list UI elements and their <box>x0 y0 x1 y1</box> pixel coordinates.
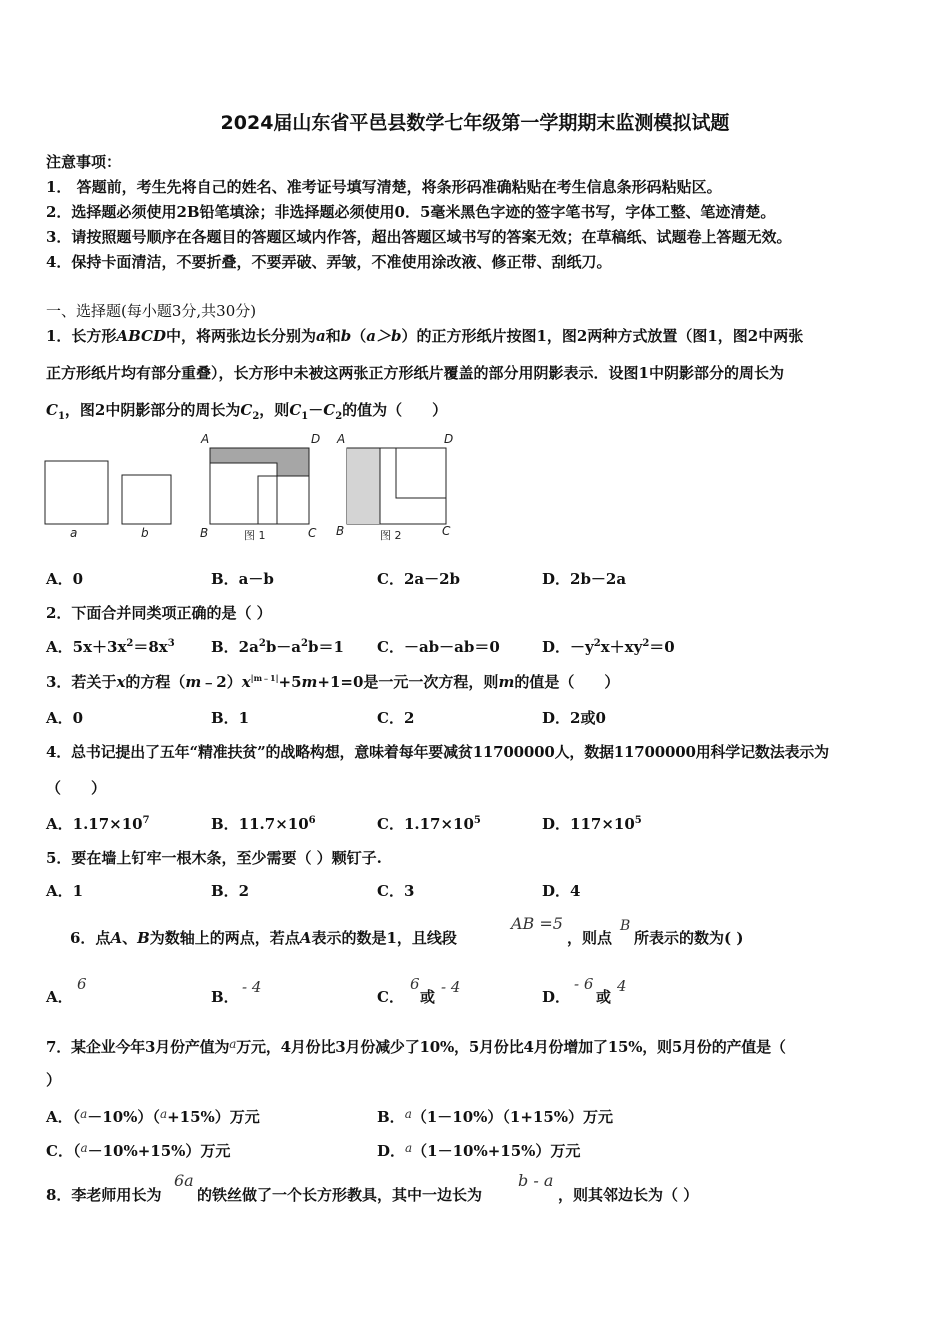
question-8-part-1: 8．李老师用长为 <box>46 1186 162 1204</box>
q1-option-c: C．2a－2b <box>377 570 461 588</box>
question-1-line-3: $C_1$，图2中阴影部分的周长为$C_2$，则$C_1-C_2$的值为（ ） <box>46 401 448 422</box>
question-8-part-3: ，则其邻边长为（ ） <box>558 1186 699 1204</box>
q6-option-d-or: 或 <box>596 988 612 1006</box>
q6-option-b-value: - 4 <box>242 978 262 996</box>
fig1-square-b <box>258 476 309 524</box>
fig1-caption: 图 1 <box>244 529 266 542</box>
question-2-stem: 2．下面合并同类项正确的是（ ） <box>46 604 272 622</box>
q4-option-c: C．$1.17\times 10^5$ <box>377 815 481 833</box>
q6-option-d-value-2: 4 <box>617 977 627 995</box>
q8-expression-b-minus-a: b - a <box>518 1171 554 1190</box>
fig2-shaded-region <box>347 448 380 524</box>
notice-item: 1． 答题前，考生先将自己的姓名、准考证号填写清楚，将条形码准确粘贴在考生信息条形码粘贴区。 <box>46 178 722 196</box>
q6-option-d-value-1: - 6 <box>574 975 594 993</box>
fig1-shaded-region <box>210 448 309 476</box>
q4-option-d: D．$117\times 10^5$ <box>542 815 642 833</box>
q6-option-c-value-1: 6 <box>410 975 420 993</box>
q3-option-c: C．2 <box>377 709 415 727</box>
q1-option-d: D．2b－2a <box>542 570 627 588</box>
fig1-label-B: B <box>200 526 209 540</box>
question-1-line-2: 正方形纸片均有部分重叠），长方形中未被这两张正方形纸片覆盖的部分用阴影表示．设图1中阴影部分的周长为 <box>46 364 784 382</box>
question-4-line-2: （ ） <box>46 779 107 797</box>
q6-option-c-or: 或 <box>420 988 436 1006</box>
fig2-caption: 图 2 <box>380 529 402 542</box>
q2-option-b: B．$2a^2b-a^2b=1$ <box>211 638 344 656</box>
q6-option-b-label: B． <box>211 988 239 1006</box>
fig1-label-D: D <box>311 432 321 446</box>
question-4-line-1: 4．总书记提出了五年“精准扶贫”的战略构想，意味着每年要减贫11700000人，数据11700000用科学记数法表示为 <box>46 743 829 761</box>
q5-option-c: C．3 <box>377 882 415 900</box>
fig2-label-A: A <box>337 432 346 446</box>
q6-point-b: B <box>620 918 631 934</box>
q2-option-d: D．$-y^2x+xy^2=0$ <box>542 638 675 656</box>
q6-option-a-label: A． <box>46 988 73 1006</box>
notice-item: 3．请按照题号顺序在各题目的答题区域内作答，超出答题区域书写的答案无效；在草稿纸、试题卷上答题无效。 <box>46 228 792 246</box>
square-a <box>45 461 108 524</box>
q6-option-c-label: C． <box>377 988 404 1006</box>
fig1-label-C: C <box>308 526 317 540</box>
question-8-part-2: 的铁丝做了一个长方形教具，其中一边长为 <box>197 1186 483 1204</box>
q2-option-c: C．－ab－ab＝0 <box>377 638 500 656</box>
fig1-label-A: A <box>201 432 210 446</box>
q3-option-d: D．2或0 <box>542 709 606 727</box>
q7-option-d: D．$^a$（1－10%+15%）万元 <box>377 1141 581 1160</box>
q2-option-a: A．$5x+3x^2=8x^3$ <box>46 638 175 656</box>
q4-option-a: A．$1.17\times 10^7$ <box>46 815 150 833</box>
fig2-square-b <box>396 448 446 498</box>
fig2-label-D: D <box>444 432 454 446</box>
notice-heading: 注意事项： <box>46 153 122 171</box>
q6-option-a-value: 6 <box>77 975 87 993</box>
notice-item: 4．保持卡面清洁，不要折叠，不要弄破、弄皱，不准使用涂改液、修正带、刮纸刀。 <box>46 253 612 271</box>
q5-option-d: D．4 <box>542 882 581 900</box>
q7-option-b: B．$^a$（1－10%）（1+15%）万元 <box>377 1107 614 1126</box>
question-6-stem-part-1: 6．点A、B为数轴上的两点，若点A表示的数是1，且线段 <box>70 929 457 947</box>
notice-item: 2．选择题必须使用2B铅笔填涂；非选择题必须使用0．5毫米黑色字迹的签字笔书写，字体工整、笔迹清楚。 <box>46 203 776 221</box>
q5-option-b: B．2 <box>211 882 250 900</box>
label-a: a <box>70 526 78 540</box>
q7-option-a: A．（$^a$－10%）（$^a$+15%）万元 <box>46 1107 260 1126</box>
question-1-line-1: 1．长方形ABCD中，将两张边长分别为a和b（a＞b）的正方形纸片按图1，图2两种方式放置（图1，图2中两张 <box>46 327 804 345</box>
q1-option-a: A．0 <box>46 570 84 588</box>
q6-equation: AB =5 <box>511 914 563 933</box>
fig1-square-a <box>210 463 277 524</box>
question-6-stem-part-3: 所表示的数为( ) <box>634 929 744 947</box>
question-5-stem: 5．要在墙上钉牢一根木条，至少需要（ ）颗钉子. <box>46 849 382 867</box>
fig2-label-B: B <box>336 524 345 538</box>
fig2-label-C: C <box>442 524 451 538</box>
square-b <box>122 475 171 524</box>
q3-option-a: A．0 <box>46 709 84 727</box>
q8-expression-6a: 6a <box>174 1171 194 1190</box>
q4-option-b: B．$11.7\times 10^6$ <box>211 815 316 833</box>
q6-option-c-value-2: - 4 <box>441 978 461 996</box>
q3-option-b: B．1 <box>211 709 250 727</box>
question-1-figure <box>40 428 470 546</box>
q1-option-b: B．a－b <box>211 570 274 588</box>
question-6-stem-part-2: ，则点 <box>567 929 613 947</box>
q5-option-a: A．1 <box>46 882 84 900</box>
label-b: b <box>141 526 149 540</box>
exam-title: 2024届山东省平邑县数学七年级第一学期期末监测模拟试题 <box>220 112 730 134</box>
question-3-stem: 3．若关于x的方程$(m﹣2)x^{|m﹣1|}+5m+1=0$是一元一次方程，则m的值是（ ） <box>46 673 620 691</box>
question-7-line-1: 7．某企业今年3月份产值为$^a$万元，4月份比3月份减少了10%，5月份比4月份增加了15%，则5月份的产值是（ <box>46 1037 786 1056</box>
q7-option-c: C．（$^a$－10%+15%）万元 <box>46 1141 231 1160</box>
question-7-line-2: ） <box>46 1071 62 1089</box>
q6-option-d-label: D． <box>542 988 571 1006</box>
section-heading: 一、选择题(每小题3分,共30分) <box>46 302 257 320</box>
